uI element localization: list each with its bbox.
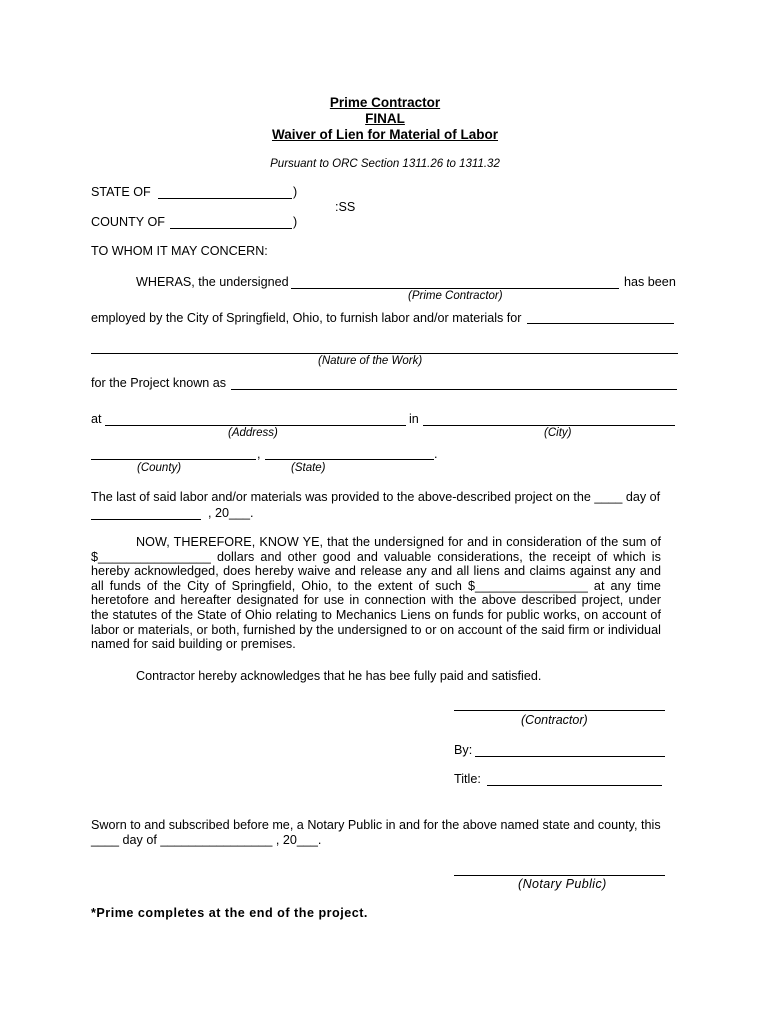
notary-signature-line[interactable] bbox=[454, 875, 665, 876]
footer-note: *Prime completes at the end of the project. bbox=[91, 906, 368, 920]
ss-label: :SS bbox=[335, 200, 356, 214]
prime-contractor-blank[interactable] bbox=[291, 288, 619, 289]
month-blank[interactable] bbox=[91, 519, 201, 520]
at-text: at bbox=[91, 412, 102, 426]
notary-caption: (Notary Public) bbox=[518, 877, 607, 891]
title-label: Title: bbox=[454, 772, 481, 786]
wheras-text: WHERAS, the undersigned bbox=[136, 275, 289, 289]
now-therefore-paragraph: NOW, THEREFORE, KNOW YE, that the undersigned for and in consideration of the sum of $________________ dollars and other good and valuable considerations, the receipt of which is hereby acknowledged, does hereby waive and release any and all liens and claims against any and all funds of the City of Springfield, Ohio, to the extent of such $________________ at any time heretofore and hereafter designated for use in connection with the above described project, under the statutes of the State of Ohio relating to Mechanics Liens on funds for public works, on account of labor or materials, or both, furnished by the undersigned to or on account of the said firm or individual named for said building or premises. bbox=[91, 535, 661, 652]
contractor-caption: (Contractor) bbox=[521, 713, 588, 727]
prime-contractor-caption: (Prime Contractor) bbox=[408, 290, 503, 302]
city-blank[interactable] bbox=[423, 425, 675, 426]
county-blank[interactable] bbox=[170, 228, 292, 229]
state-paren: ) bbox=[293, 185, 298, 199]
materials-blank[interactable] bbox=[527, 323, 674, 324]
city-caption: (City) bbox=[544, 427, 572, 439]
state-label: STATE OF bbox=[91, 185, 151, 199]
to-whom-heading: TO WHOM IT MAY CONCERN: bbox=[91, 244, 268, 258]
state-name-blank[interactable] bbox=[265, 459, 434, 460]
title-line-1: Prime Contractor bbox=[329, 95, 441, 110]
year-text: , 20___. bbox=[208, 506, 254, 520]
nature-of-work-blank[interactable] bbox=[91, 353, 678, 354]
by-line[interactable] bbox=[475, 756, 665, 757]
title-line-3: Waiver of Lien for Material of Labor bbox=[271, 127, 499, 142]
employed-text: employed by the City of Springfield, Ohio, to furnish labor and/or materials for bbox=[91, 311, 522, 325]
address-caption: (Address) bbox=[228, 427, 278, 439]
project-name-blank[interactable] bbox=[231, 389, 677, 390]
sworn-text: Sworn to and subscribed before me, a Notary Public in and for the above named state and county, this bbox=[91, 818, 661, 832]
state-period: . bbox=[434, 447, 438, 461]
state-blank[interactable] bbox=[158, 198, 292, 199]
county-name-blank[interactable] bbox=[91, 459, 256, 460]
county-label: COUNTY OF bbox=[91, 215, 165, 229]
title-line-2: FINAL bbox=[365, 111, 405, 126]
county-paren: ) bbox=[293, 215, 298, 229]
pursuant-subtitle: Pursuant to ORC Section 1311.26 to 1311.32 bbox=[270, 158, 500, 170]
state-caption: (State) bbox=[291, 462, 326, 474]
has-been-text: has been bbox=[624, 275, 676, 289]
notary-date-text: ____ day of ________________ , 20___. bbox=[91, 833, 322, 847]
project-known-text: for the Project known as bbox=[91, 376, 227, 390]
in-text: in bbox=[409, 412, 419, 426]
county-caption: (County) bbox=[137, 462, 182, 474]
nature-caption: (Nature of the Work) bbox=[318, 355, 423, 367]
title-line[interactable] bbox=[487, 785, 662, 786]
address-blank[interactable] bbox=[105, 425, 406, 426]
last-labor-text: The last of said labor and/or materials was provided to the above-described project on the ____ day of bbox=[91, 490, 661, 504]
county-comma: , bbox=[257, 447, 261, 461]
by-label: By: bbox=[454, 743, 473, 757]
contractor-signature-line[interactable] bbox=[454, 710, 665, 711]
acknowledges-text: Contractor hereby acknowledges that he has bee fully paid and satisfied. bbox=[136, 669, 542, 683]
